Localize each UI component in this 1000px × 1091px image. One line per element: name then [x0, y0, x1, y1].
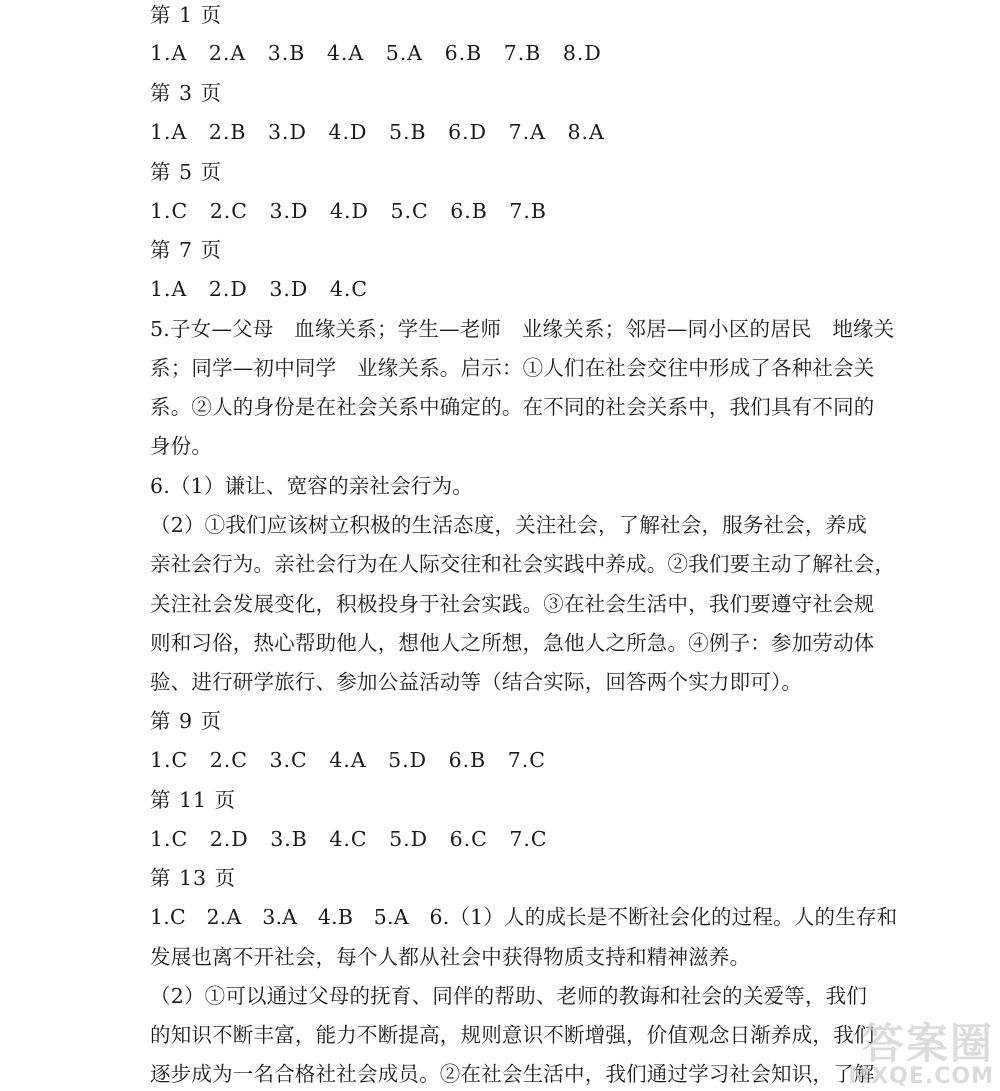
answer-text-line: （2）①我们应该树立积极的生活态度，关注社会，了解社会，服务社会，养成: [150, 513, 868, 537]
answer-text-line: 6.（1）谦让、宽容的亲社会行为。: [150, 474, 474, 498]
answers-page-5: 1.C 2.C 3.D 4.D 5.C 6.B 7.B: [150, 199, 547, 223]
answer-text-line: 的知识不断丰富，能力不断提高，规则意识不断增强，价值观念日渐养成，我们: [150, 1023, 875, 1047]
page-heading-7: 第 7 页: [150, 238, 223, 262]
page-heading-11: 第 11 页: [150, 788, 237, 812]
answer-text-line: 身份。: [150, 434, 213, 458]
page-heading-5: 第 5 页: [150, 160, 223, 184]
answer-text-line: 验、进行研学旅行、参加公益活动等（结合实际，回答两个实力即可）。: [150, 670, 803, 694]
page-heading-3: 第 3 页: [150, 81, 223, 105]
page-heading-1: 第 1 页: [150, 3, 223, 27]
watermark-logo: 答案圈: [861, 1019, 994, 1068]
answer-text-line: 5.子女—父母 血缘关系；学生—老师 业缘关系；邻居—同小区的居民 地缘关: [150, 317, 895, 341]
answer-text-line: 发展也离不开社会，每个人都从社会中获得物质支持和精神滋养。: [150, 945, 751, 969]
page-heading-9: 第 9 页: [150, 709, 223, 733]
answer-text-line: 逐步成为一名合格社社会成员。②在社会生活中，我们通过学习社会知识，了解: [150, 1062, 875, 1086]
watermark-url: MXQE.COM: [848, 1064, 994, 1089]
answers-page-7: 1.A 2.D 3.D 4.C: [150, 277, 369, 301]
answers-page-11: 1.C 2.D 3.B 4.C 5.D 6.C 7.C: [150, 827, 548, 851]
answer-text-line: 则和习俗，热心帮助他人，想他人之所想，急他人之所急。④例子：参加劳动体: [150, 631, 875, 655]
answers-page-1: 1.A 2.A 3.B 4.A 5.A 6.B 7.B 8.D: [150, 41, 602, 65]
answer-text-line: 系。②人的身份是在社会关系中确定的。在不同的社会关系中，我们具有不同的: [150, 395, 875, 419]
page-heading-13: 第 13 页: [150, 866, 237, 890]
answers-page-3: 1.A 2.B 3.D 4.D 5.B 6.D 7.A 8.A: [150, 120, 605, 144]
answers-page-9: 1.C 2.C 3.C 4.A 5.D 6.B 7.C: [150, 748, 546, 772]
answers-page-13: 1.C 2.A 3.A 4.B 5.A 6.（1）人的成长是不断社会化的过程。人的生存和: [150, 905, 898, 929]
answer-text-line: 关注社会发展变化，积极投身于社会实践。③在社会生活中，我们要遵守社会规: [150, 592, 875, 616]
answer-text-line: （2）①可以通过父母的抚育、同伴的帮助、老师的教诲和社会的关爱等，我们: [150, 984, 868, 1008]
answer-text-line: 系；同学—初中同学 业缘关系。启示：①人们在社会交往中形成了各种社会关: [150, 356, 875, 380]
answer-text-line: 亲社会行为。亲社会行为在人际交往和社会实践中养成。②我们要主动了解社会，: [150, 552, 896, 576]
